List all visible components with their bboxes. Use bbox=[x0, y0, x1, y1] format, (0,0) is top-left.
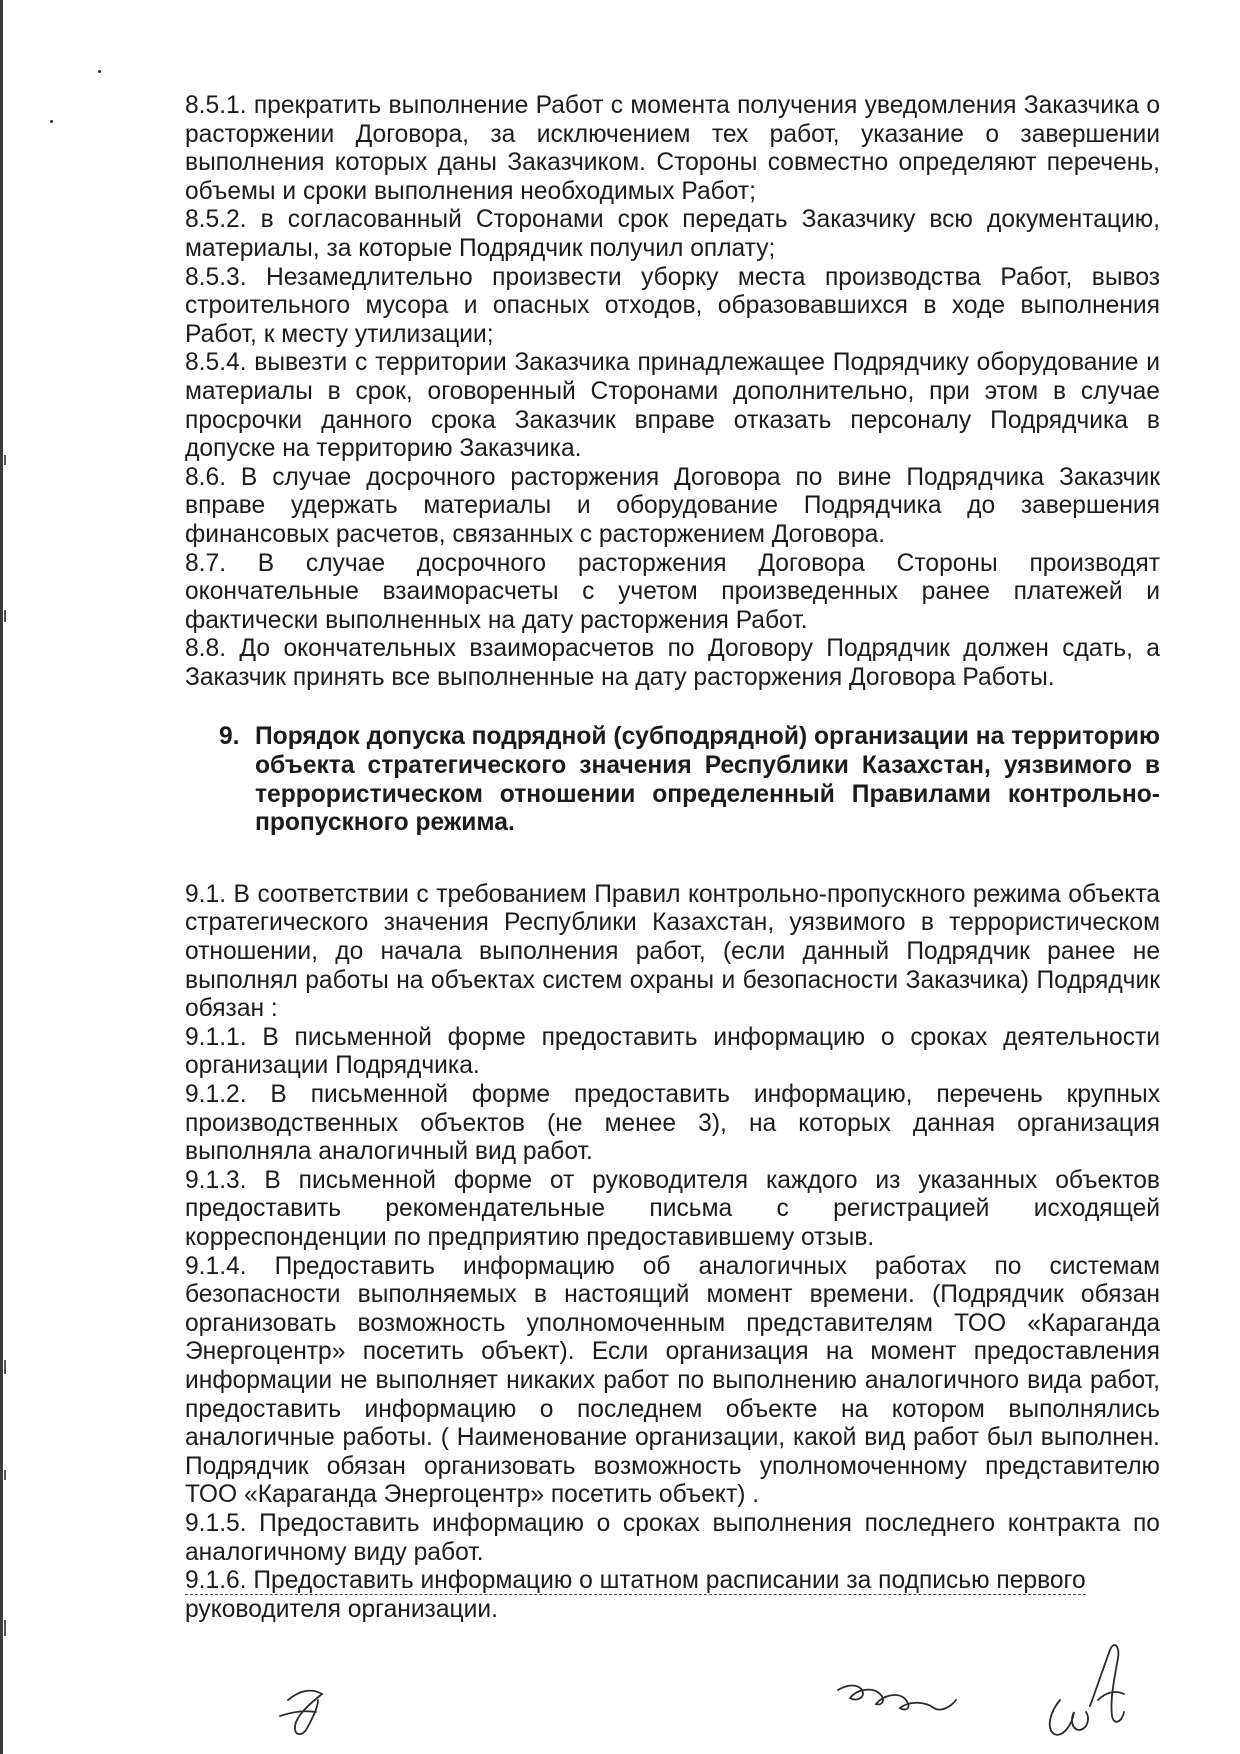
scan-mark bbox=[4, 1620, 6, 1636]
clause-9-1-5: 9.1.5. Предоставить информацию о сроках выполнения последнего контракта по аналогичному виду работ. bbox=[185, 1509, 1160, 1566]
initials-signature-middle bbox=[838, 1686, 956, 1710]
clause-8-8: 8.8. До окончательных взаиморасчетов по Договору Подрядчик должен сдать, а Заказчик принять все выполненные на дату расторжения Договора Работы. bbox=[185, 635, 1160, 691]
scan-mark bbox=[4, 1360, 6, 1374]
clause-8-5-3: 8.5.3. Незамедлительно произвести уборку места производства Работ, вывоз строительного мусора и опасных отходов, образовавшихся в ходе выполнения Работ, к месту утилизации; bbox=[185, 263, 1160, 348]
clause-8-5-2: 8.5.2. в согласованный Сторонами срок передать Заказчику всю документацию, материалы, за которые Подрядчик получил оплату; bbox=[185, 206, 1160, 262]
scan-left-edge bbox=[0, 0, 3, 1754]
scan-speck bbox=[98, 70, 101, 73]
section-number: 9. bbox=[219, 723, 240, 751]
clause-9-1-6 bbox=[185, 1567, 1160, 1624]
clause-8-5-1: 8.5.1. прекратить выполнение Работ с момента получения уведомления Заказчика о расторжении Договора, за исключением тех работ, указание о завершении выполнения которых даны Заказчиком. Стороны совместно определяют перечень, объемы и сроки выполнения необходимых Работ; bbox=[185, 92, 1160, 205]
document-page bbox=[185, 92, 1160, 1624]
clause-9-1-3: 9.1.3. В письменной форме от руководителя каждого из указанных объектов предоставить рекомендательные письма с регистрацией исходящей корреспонденции по предприятию предоставившему отзыв. bbox=[185, 1166, 1160, 1251]
clause-9-1-6-line1: 9.1.6. Предоставить информацию о штатном расписании за подписью первого bbox=[185, 1567, 1086, 1595]
clauses-section-8 bbox=[185, 92, 1160, 692]
clause-9-1-1: 9.1.1. В письменной форме предоставить информацию о сроках деятельности организации Подрядчика. bbox=[185, 1023, 1160, 1080]
scan-mark bbox=[4, 1470, 6, 1480]
clause-8-5-4: 8.5.4. вывезти с территории Заказчика принадлежащее Подрядчику оборудование и материалы в срок, оговоренный Сторонами дополнительно, при этом в случае просрочки данного срока Заказчик вправе отказать персоналу Подрядчика в допуске на территорию Заказчика. bbox=[185, 349, 1160, 463]
clauses-section-9 bbox=[185, 881, 1160, 1624]
clause-9-1-4: 9.1.4. Предоставить информацию об аналогичных работах по системам безопасности выполняемых в настоящий момент времени. (Подрядчик обязан организовать возможность уполномоченным представителям ТОО «Караганда Энергоцентр» посетить объект). Если организация на момент предоставления информации не выполняет никаких работ по выполнению аналогичного вида работ, предоставить информацию о последнем объекте на котором выполнялись аналогичные работы. ( Наименование организации, какой вид работ был выполнен. Подрядчик обязан организовать возможность уполномоченному представителю ТОО «Караганда Энергоцентр» посетить объект) . bbox=[185, 1252, 1160, 1509]
section-9-heading bbox=[185, 723, 1160, 837]
section-title: Порядок допуска подрядной (субподрядной) организации на территорию объекта стратегического значения Республики Казахстан, уязвимого в террористическом отношении определенный Правилами контрольно-пропускного режима. bbox=[255, 723, 1160, 837]
scan-mark bbox=[4, 610, 6, 622]
initials-signature-right bbox=[1050, 1645, 1124, 1735]
clause-9-1: 9.1. В соответствии с требованием Правил контрольно-пропускного режима объекта стратегического значения Республики Казахстан, уязвимого в террористическом отношении, до начала выполнения работ, (если данный Подрядчик ранее не выполнял работы на объектах систем охраны и безопасности Заказчика) Подрядчик обязан : bbox=[185, 880, 1160, 1023]
clause-9-1-6-line2: руководителя организации. bbox=[185, 1595, 498, 1623]
clause-8-7: 8.7. В случае досрочного расторжения Договора Стороны производят окончательные взаиморасчеты с учетом произведенных ранее платежей и фактически выполненных на дату расторжения Работ. bbox=[185, 549, 1160, 634]
scan-mark bbox=[4, 455, 6, 465]
clause-9-1-2: 9.1.2. В письменной форме предоставить информацию, перечень крупных производственных объектов (не менее 3), на которых данная организация выполняла аналогичный вид работ. bbox=[185, 1081, 1160, 1166]
scan-speck bbox=[50, 120, 53, 123]
initials-signature-left bbox=[280, 1691, 322, 1735]
clause-8-6: 8.6. В случае досрочного расторжения Договора по вине Подрядчика Заказчик вправе удержать материалы и оборудование Подрядчика до завершения финансовых расчетов, связанных с расторжением Договора. bbox=[185, 463, 1160, 548]
